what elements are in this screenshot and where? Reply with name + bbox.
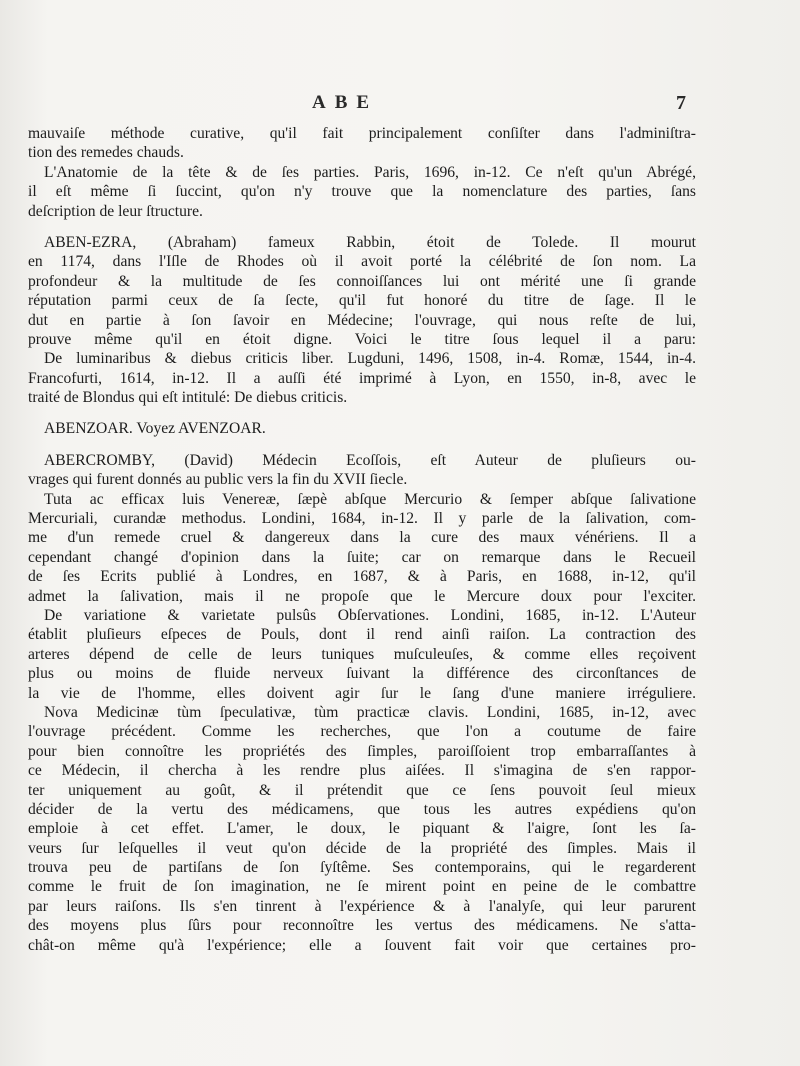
- text-line: veurs ſur leſquelles il veut qu'on décide de la propriété des ſimples. Mais il: [28, 839, 696, 857]
- text-line: par leurs raiſons. Ils s'en tinrent à l'expérience & à l'analyſe, qui leur parurent: [28, 897, 696, 915]
- text-line: décider de la vertu des médicamens, que tous les autres expédiens qu'on: [28, 800, 696, 818]
- text-line: ABEN-EZRA, (Abraham) fameux Rabbin, étoit de Tolede. Il mourut: [44, 233, 696, 251]
- paragraph-gap: [28, 221, 696, 233]
- page-header: [0, 92, 800, 116]
- text-line: vrages qui furent donnés au public vers la fin du XVII ſiecle.: [28, 471, 408, 489]
- text-line: dut en partie à ſon ſavoir en Médecine; l'ouvrage, qui nous reſte de lui,: [28, 311, 696, 329]
- text-line: ter uniquement au goût, & il prétendit que ce ſens pouvoit ſeul mieux: [28, 781, 696, 799]
- text-line: me d'un remede cruel & dangereux dans la cure des maux vénériens. Il a: [28, 529, 696, 547]
- running-title: ABE: [312, 92, 379, 113]
- text-line: admet la ſalivation, mais il ne propoſe que le Mercure doux pour l'exciter.: [28, 587, 696, 605]
- text-line: prouve même qu'il en étoit digne. Voici le titre ſous lequel il a paru:: [28, 330, 696, 348]
- text-line: Mercuriali, curandæ methodus. Londini, 1684, in-12. Il y parle de la ſalivation, com-: [28, 510, 696, 528]
- text-line: réputation parmi ceux de ſa ſecte, qu'il fut honoré du titre de ſage. Il le: [28, 292, 696, 310]
- text-line: Tuta ac efficax luis Venereæ, ſæpè abſque Mercurio & ſemper abſque ſalivatione: [44, 490, 696, 508]
- text-line: L'Anatomie de la tête & de ſes parties. Paris, 1696, in-12. Ce n'eſt qu'un Abrégé,: [44, 163, 696, 181]
- text-line: profondeur & la multitude de ſes connoiſſances lui ont mérité une ſi grande: [28, 272, 696, 290]
- text-line: plus ou moins de fluide nerveux ſuivant la différence des circonſtances de: [28, 665, 696, 683]
- text-line: ABERCROMBY, (David) Médecin Ecoſſois, eſt Auteur de pluſieurs ou-: [44, 451, 696, 469]
- text-line: en 1174, dans l'Iſle de Rhodes où il avoit porté la célébrité de ſon nom. La: [28, 253, 696, 271]
- text-line: chât-on même qu'à l'expérience; elle a ſouvent fait voir que certaines pro-: [28, 936, 696, 954]
- text-line: Nova Medicinæ tùm ſpeculativæ, tùm practicæ clavis. Londini, 1685, in-12, avec: [44, 703, 696, 721]
- text-line: des moyens plus ſûrs pour reconnoître les vertus des médicamens. Ne s'atta-: [28, 917, 696, 935]
- text-line: Francofurti, 1614, in-12. Il a auſſi été imprimé à Lyon, en 1550, in-8, avec le: [28, 369, 696, 387]
- text-line: ABENZOAR. Voyez AVENZOAR.: [44, 420, 266, 438]
- text-line: cependant changé d'opinion dans la ſuite; car on remarque dans le Recueil: [28, 548, 696, 566]
- paragraph-gap: [28, 439, 696, 451]
- text-line: tion des remedes chauds.: [28, 144, 184, 162]
- text-line: de ſes Ecrits publié à Londres, en 1687, & à Paris, en 1688, in-12, qu'il: [28, 568, 696, 586]
- text-line: établit pluſieurs eſpeces de Pouls, dont il rend ainſi raiſon. La contraction des: [28, 626, 696, 644]
- text-line: la vie de l'homme, elles doivent agir ſur le ſang d'une maniere irréguliere.: [28, 684, 696, 702]
- text-line: l'ouvrage précédent. Comme les recherches, que l'on a coutume de faire: [28, 723, 696, 741]
- text-line: emploie à cet effet. L'amer, le doux, le piquant & l'aigre, ſont les ſa-: [28, 820, 696, 838]
- text-line: mauvaiſe méthode curative, qu'il fait principalement conſiſter dans l'adminiſtra-: [28, 125, 696, 142]
- text-line: trouva peu de partiſans de ſon ſyſtême. Ses contemporains, qui le regarderent: [28, 859, 696, 877]
- body-text: [28, 124, 696, 955]
- page-number: 7: [676, 92, 686, 114]
- paragraph-gap: [28, 407, 696, 419]
- text-line: deſcription de leur ſtructure.: [28, 202, 203, 220]
- text-line: comme le fruit de ſon imagination, ne ſe mirent point en peine de le combattre: [28, 878, 696, 896]
- text-line: De luminaribus & diebus criticis liber. Lugduni, 1496, 1508, in-4. Romæ, 1544, in-4.: [44, 350, 696, 368]
- text-line: arteres dépend de celle de leurs tuniques muſculeuſes, & comme elles reçoivent: [28, 645, 696, 663]
- text-line: ce Médecin, il chercha à les rendre plus aiſées. Il s'imagina de s'en rappor-: [28, 762, 696, 780]
- text-line: traité de Blondus qui eſt intitulé: De diebus criticis.: [28, 389, 348, 407]
- text-line: il eſt même ſi ſuccint, qu'on n'y trouve que la nomenclature des parties, ſans: [28, 183, 696, 201]
- text-line: pour bien connoître les propriétés des ſimples, paroiſſoient trop embarraſſantes à: [28, 742, 696, 760]
- text-line: De variatione & varietate pulsûs Obſervationes. Londini, 1685, in-12. L'Auteur: [44, 606, 696, 624]
